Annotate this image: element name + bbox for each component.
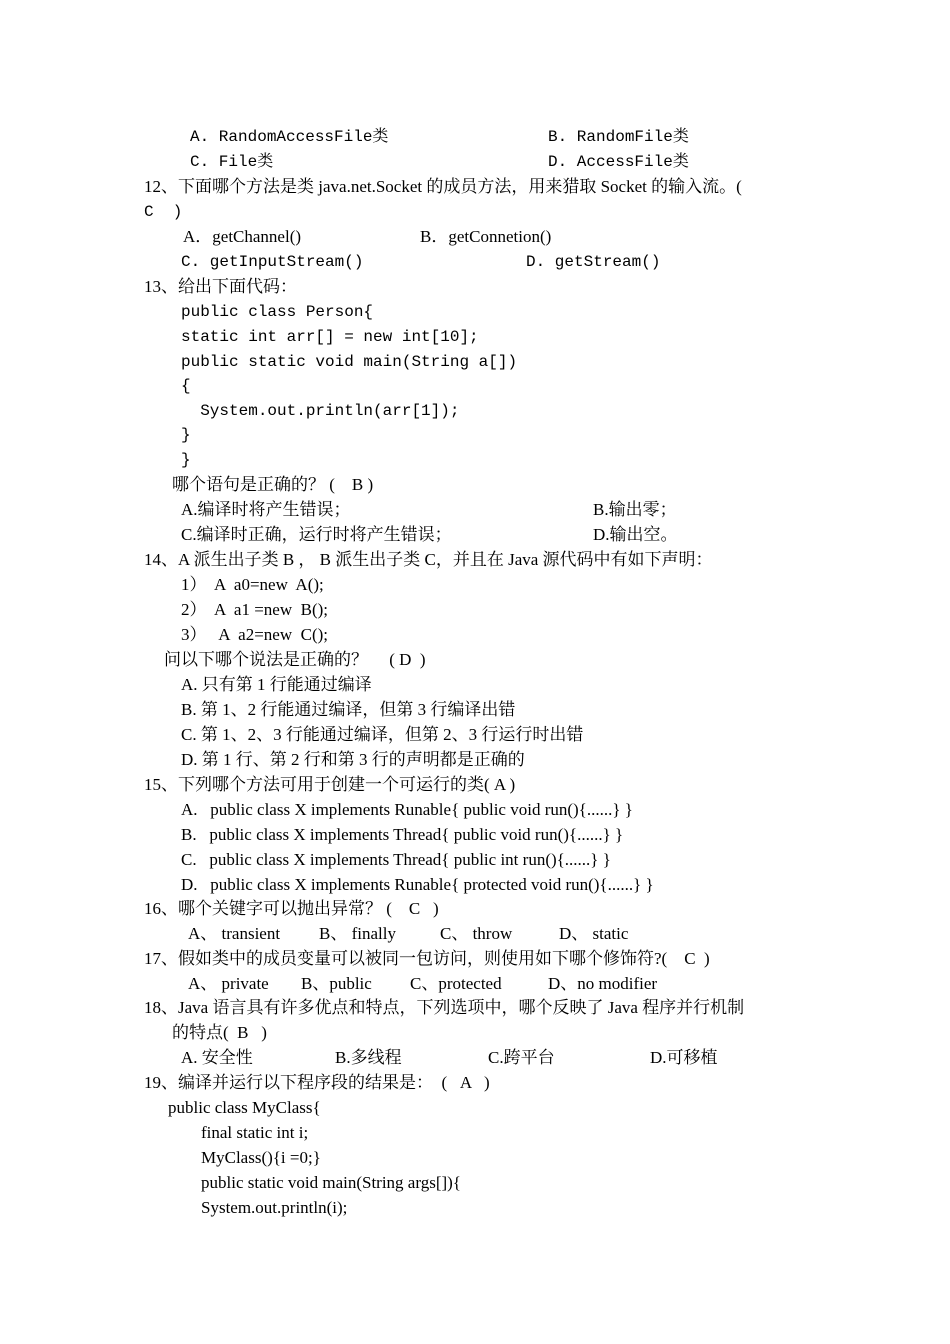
q15-option-a: A. public class X implements Runable{ public void run(){......} } xyxy=(181,800,633,819)
q18-option-d: D.可移植 xyxy=(650,1048,718,1067)
code-line: System.out.println(arr[1]); xyxy=(181,402,460,420)
q15-option-c: C. public class X implements Thread{ public int run(){......} } xyxy=(181,850,611,869)
q14-question: 问以下哪个说法是正确的？ ( D ) xyxy=(164,650,426,669)
q17-option-b: B、public xyxy=(301,974,372,993)
q17-option-c: C、protected xyxy=(410,974,502,993)
code-line: public class MyClass{ xyxy=(168,1098,321,1117)
q18-option-c: C.跨平台 xyxy=(488,1048,555,1067)
q14-option-d: D. 第 1 行、第 2 行和第 3 行的声明都是正确的 xyxy=(181,750,525,769)
q13-option-c: C.编译时正确，运行时将产生错误； xyxy=(181,525,452,544)
q13-stem: 13、给出下面代码： xyxy=(144,277,297,296)
q17-stem: 17、假如类中的成员变量可以被同一包访问，则使用如下哪个修饰符?( C ) xyxy=(144,949,710,968)
q18-option-a: A. 安全性 xyxy=(181,1048,253,1067)
code-line: public static void main(String args[]){ xyxy=(201,1173,461,1192)
q15-option-d: D. public class X implements Runable{ protected void run(){......} } xyxy=(181,875,654,894)
q14-option-b: B. 第 1、2 行能通过编译，但第 3 行编译出错 xyxy=(181,700,516,719)
q14-stem: 14、A 派生出子类 B ， B 派生出子类 C，并且在 Java 源代码中有如下声明： xyxy=(144,550,713,569)
q12-stem: 12、下面哪个方法是类 java.net.Socket 的成员方法，用来猎取 Socket 的输入流。( xyxy=(144,177,742,196)
q12-answer: C ) xyxy=(144,203,183,221)
q17-option-a: A、 private xyxy=(188,974,269,993)
code-line: { xyxy=(181,377,191,395)
q14-option-c: C. 第 1、2、3 行能通过编译，但第 2、3 行运行时出错 xyxy=(181,725,584,744)
code-line: final static int i; xyxy=(201,1123,309,1142)
code-line: System.out.println(i); xyxy=(201,1198,348,1217)
q15-option-b: B. public class X implements Thread{ public void run(){......} } xyxy=(181,825,624,844)
code-line: public static void main(String a[]) xyxy=(181,353,518,371)
q16-option-a: A、 transient xyxy=(188,924,281,943)
q12-option-b: B．getConnetion() xyxy=(420,227,552,246)
q15-stem: 15、下列哪个方法可用于创建一个可运行的类( A ) xyxy=(144,775,516,794)
q14-line: 1） A a0=new A(); xyxy=(181,575,324,594)
q16-option-b: B、 finally xyxy=(319,924,396,943)
code-line: MyClass(){i =0;} xyxy=(201,1148,321,1167)
q13-question: 哪个语句是正确的？ ( B ) xyxy=(172,475,374,494)
q18-stem-continued: 的特点( B ) xyxy=(172,1023,267,1042)
q12-option-d: D. getStream() xyxy=(526,253,661,271)
q16-option-c: C、 throw xyxy=(440,924,513,943)
q11-option-a: A. RandomAccessFile类 xyxy=(190,128,389,146)
code-line: } xyxy=(181,451,191,469)
q14-line: 3） A a2=new C(); xyxy=(181,625,328,644)
q11-option-d: D. AccessFile类 xyxy=(548,153,689,171)
q16-stem: 16、哪个关键字可以抛出异常？ ( C ) xyxy=(144,899,439,918)
q14-line: 2） A a1 =new B(); xyxy=(181,600,328,619)
q14-option-a: A. 只有第 1 行能通过编译 xyxy=(181,675,372,694)
code-line: } xyxy=(181,426,191,444)
q13-option-a: A.编译时将产生错误； xyxy=(181,500,351,519)
q11-option-c: C. File类 xyxy=(190,153,274,171)
q11-option-b: B. RandomFile类 xyxy=(548,128,689,146)
code-line: static int arr[] = new int[10]; xyxy=(181,328,479,346)
q18-option-b: B.多线程 xyxy=(335,1048,402,1067)
q12-option-a: A．getChannel() xyxy=(183,227,302,246)
q12-option-c: C. getInputStream() xyxy=(181,253,364,271)
q19-stem: 19、编译并运行以下程序段的结果是： ( A ) xyxy=(144,1073,490,1092)
q18-stem: 18、Java 语言具有许多优点和特点，下列选项中，哪个反映了 Java 程序并行机制 xyxy=(144,998,745,1017)
q17-option-d: D、no modifier xyxy=(548,974,658,993)
q13-option-b: B.输出零； xyxy=(593,500,677,519)
q16-option-d: D、 static xyxy=(559,924,629,943)
code-line: public class Person{ xyxy=(181,303,374,321)
q13-option-d: D.输出空。 xyxy=(593,525,678,544)
